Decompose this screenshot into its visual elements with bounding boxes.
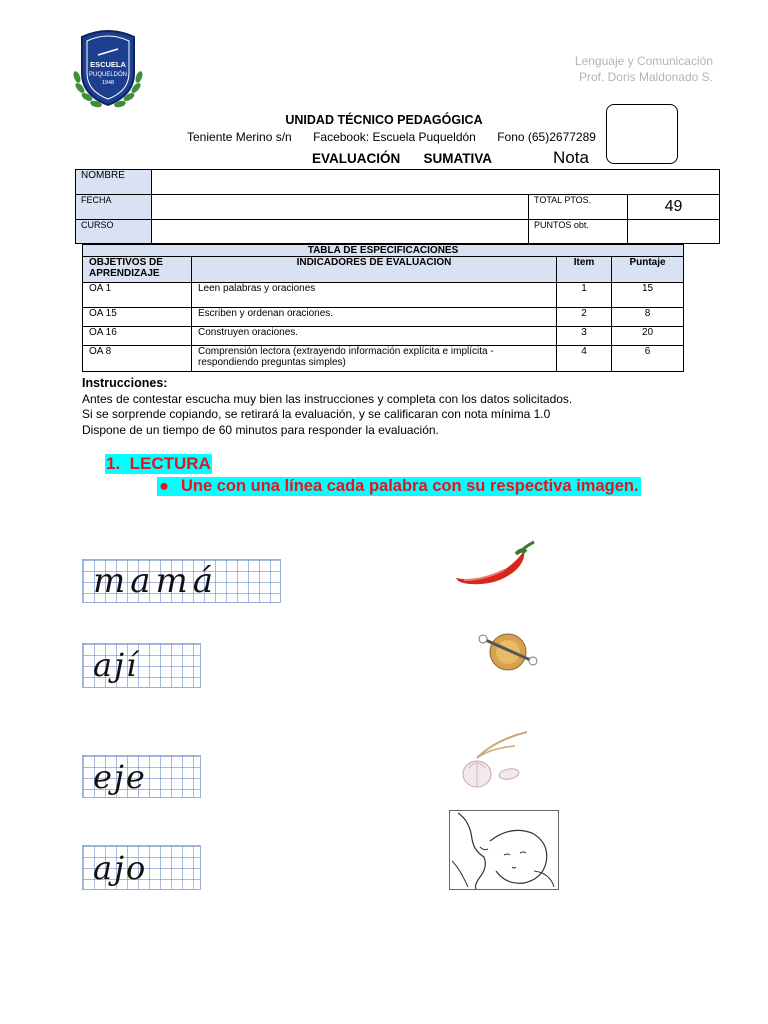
item-cell: 3 <box>557 327 612 346</box>
oa-cell: OA 1 <box>83 283 192 308</box>
unit-title: UNIDAD TÉCNICO PEDAGÓGICA <box>285 113 483 127</box>
table-row <box>83 283 684 308</box>
student-info-table <box>75 169 720 244</box>
score-cell: 8 <box>612 308 684 327</box>
address-text: Teniente Merino s/n <box>187 130 292 144</box>
curso-label: CURSO <box>76 220 152 244</box>
specification-table <box>82 244 684 372</box>
nombre-label: NOMBRE <box>76 170 152 195</box>
evaluation-title: EVALUACIÓN SUMATIVA <box>312 151 492 166</box>
indicator-cell: Comprensión lectora (extrayendo información explícita e implícita - respondiendo preguntas simples) <box>192 346 557 372</box>
word-card-aji[interactable] <box>82 643 201 688</box>
word-text: ají <box>93 646 139 684</box>
bullet-icon: ● <box>159 477 169 495</box>
score-cell: 6 <box>612 346 684 372</box>
section-title: 1. LECTURA <box>106 454 211 473</box>
total-ptos-value: 49 <box>628 195 720 220</box>
curso-field[interactable] <box>152 220 529 244</box>
fecha-field[interactable] <box>152 195 529 220</box>
nombre-field[interactable] <box>152 170 720 195</box>
spec-header-oa: OBJETIVOS DE APRENDIZAJE <box>83 257 192 283</box>
indicator-cell: Leen palabras y oraciones <box>192 283 557 308</box>
wheel-axle-image[interactable] <box>477 628 539 674</box>
word-text: ajo <box>93 849 148 887</box>
table-row <box>83 327 684 346</box>
phone-text: Fono (65)2677289 <box>497 130 596 144</box>
puntos-obt-label: PUNTOS obt. <box>529 220 628 244</box>
logo-text-3: 1948 <box>101 80 115 86</box>
table-row <box>83 346 684 372</box>
chili-pepper-image[interactable] <box>452 538 542 592</box>
instructions-block <box>82 376 572 438</box>
school-logo <box>68 25 148 113</box>
spec-header-item: Item <box>557 257 612 283</box>
oa-cell: OA 15 <box>83 308 192 327</box>
contact-line <box>187 130 614 144</box>
logo-text-2: PUQUELDÓN <box>88 72 128 78</box>
logo-text-1: ESCUELA <box>90 60 126 69</box>
word-card-mama[interactable] <box>82 559 281 603</box>
oa-cell: OA 8 <box>83 346 192 372</box>
word-card-ajo[interactable] <box>82 845 201 890</box>
item-cell: 2 <box>557 308 612 327</box>
spec-header-score: Puntaje <box>612 257 684 283</box>
instruction-line: Antes de contestar escucha muy bien las instrucciones y completa con los datos solicitados. <box>82 391 573 406</box>
score-cell: 20 <box>612 327 684 346</box>
instructions-title: Instrucciones: <box>82 376 168 390</box>
nota-label: Nota <box>553 148 589 167</box>
fecha-label: FECHA <box>76 195 152 220</box>
total-ptos-label: TOTAL PTOS. <box>529 195 628 220</box>
mother-baby-image[interactable] <box>449 810 559 890</box>
spec-caption: TABLA DE ESPECIFICACIONES <box>83 245 684 257</box>
score-cell: 15 <box>612 283 684 308</box>
teacher-label: Prof. Doris Maldonado S. <box>578 70 713 84</box>
word-card-eje[interactable] <box>82 755 201 798</box>
instruction-line: Si se sorprende copiando, se retirará la evaluación, y se calificaran con nota mínima 1.0 <box>82 407 551 421</box>
puntos-obt-field[interactable] <box>628 220 720 244</box>
spec-header-indicator: INDICADORES DE EVALUACION <box>192 257 557 283</box>
table-row <box>83 308 684 327</box>
item-cell: 1 <box>557 283 612 308</box>
word-text: eje <box>93 758 147 796</box>
section-instruction <box>157 477 641 496</box>
oa-cell: OA 16 <box>83 327 192 346</box>
facebook-text: Facebook: Escuela Puqueldón <box>313 130 476 144</box>
section-instruction-text: Une con una línea cada palabra con su respectiva imagen. <box>180 477 639 495</box>
item-cell: 4 <box>557 346 612 372</box>
word-text: mamá <box>93 561 219 601</box>
garlic-image[interactable] <box>455 728 535 792</box>
instruction-line: Dispone de un tiempo de 60 minutos para responder la evaluación. <box>82 422 439 437</box>
indicator-cell: Construyen oraciones. <box>192 327 557 346</box>
indicator-cell: Escriben y ordenan oraciones. <box>192 308 557 327</box>
subject-label: Lenguaje y Comunicación <box>574 54 713 68</box>
